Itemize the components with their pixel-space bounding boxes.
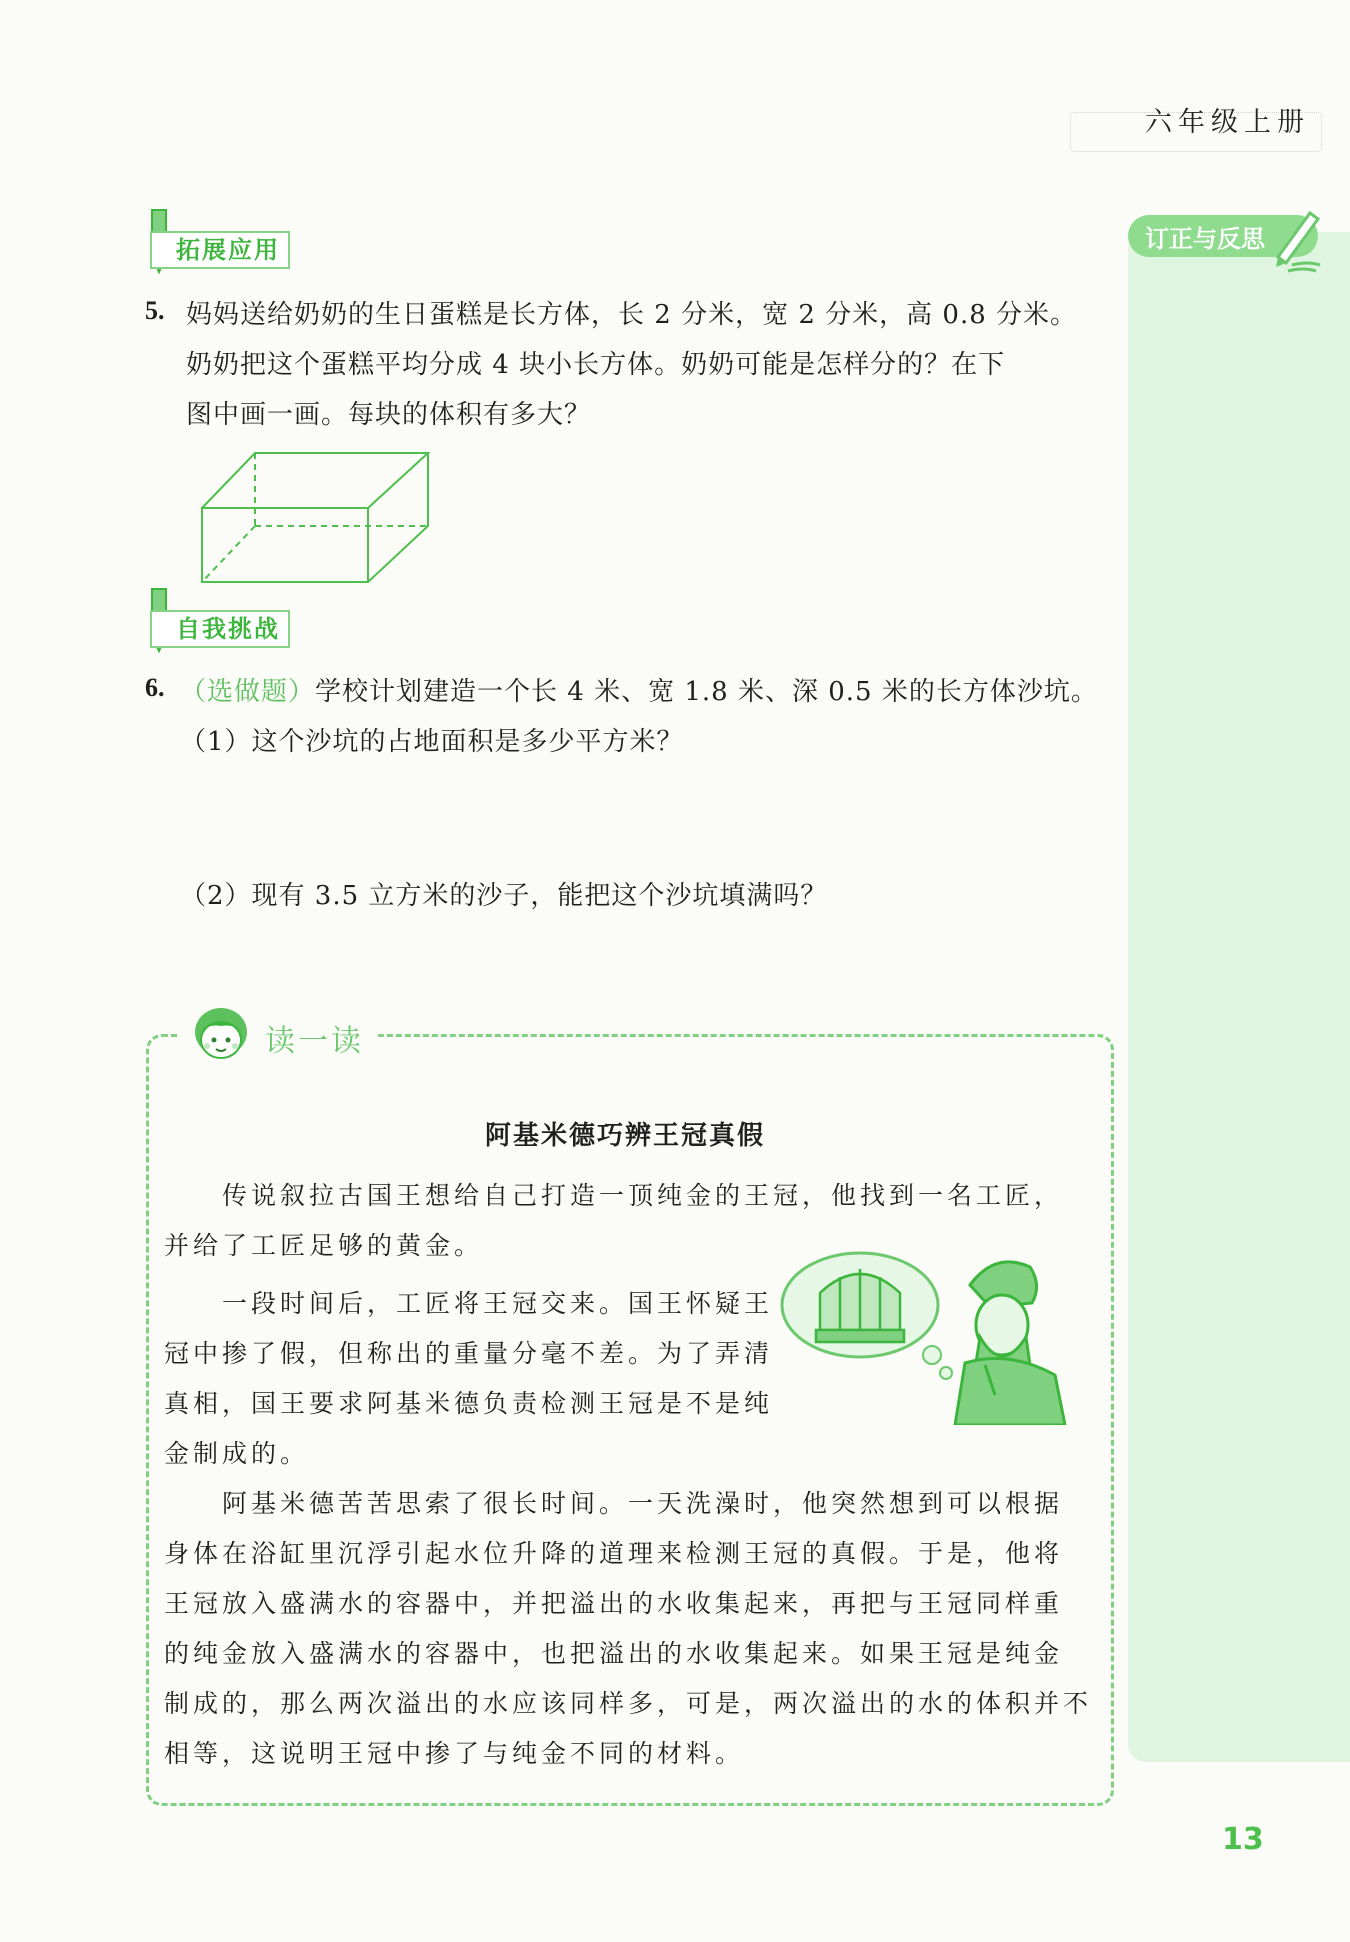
article-line-8: 身体在浴缸里沉浮引起水位升降的道理来检测王冠的真假。于是，他将 (164, 1539, 1064, 1568)
article-title: 阿基米德巧辨王冠真假 (484, 1121, 765, 1151)
section-tag-extend: 拓展应用 (150, 231, 290, 269)
problem-5-line-2: 奶奶把这个蛋糕平均分成 4 块小长方体。奶奶可能是怎样分的？在下 (186, 350, 1006, 380)
article-line-7: 阿基米德苦苦思索了很长时间。一天洗澡时，他突然想到可以根据 (222, 1489, 1064, 1518)
article-line-5: 真相，国王要求阿基米德负责检测王冠是不是纯 (164, 1389, 774, 1418)
article-line-10: 的纯金放入盛满水的容器中，也把溢出的水收集起来。如果王冠是纯金 (164, 1639, 1064, 1668)
article-line-4: 冠中掺了假，但称出的重量分毫不差。为了弄清 (164, 1339, 774, 1368)
article-line-11: 制成的，那么两次溢出的水应该同样多，可是，两次溢出的水的体积并不 (164, 1689, 1093, 1718)
girl-icon (185, 1000, 257, 1072)
problem-5-number: 5. (145, 296, 165, 325)
optional-tag: （选做题） (180, 677, 316, 707)
problem-5-line-3: 图中画一画。每块的体积有多大？ (186, 400, 592, 430)
section-tag-challenge: 自我挑战 (150, 610, 290, 648)
article-line-2: 并给了工匠足够的黄金。 (164, 1231, 484, 1260)
correction-tab-label: 订正与反思 (1145, 225, 1265, 253)
grade-label: 六年级上册 (1145, 107, 1310, 138)
problem-6-question-2: （2）现有 3.5 立方米的沙子，能把这个沙坑填满吗？ (180, 881, 828, 911)
cuboid-figure (200, 450, 435, 585)
problem-5-line-1: 妈妈送给奶奶的生日蛋糕是长方体，长 2 分米，宽 2 分米，高 0.8 分米。 (186, 300, 1078, 330)
article-line-12: 相等，这说明王冠中掺了与纯金不同的材料。 (164, 1739, 745, 1768)
reading-section-title: 读一读 (265, 1024, 364, 1059)
problem-6-number: 6. (145, 673, 165, 702)
correction-column (1128, 232, 1350, 1762)
problem-6-line (180, 671, 1098, 708)
page-number: 13 (1222, 1822, 1264, 1857)
archimedes-illustration (780, 1245, 1080, 1425)
pen-icon (1270, 205, 1330, 275)
article-line-1: 传说叙拉古国王想给自己打造一顶纯金的王冠，他找到一名工匠， (222, 1181, 1064, 1210)
article-line-9: 王冠放入盛满水的容器中，并把溢出的水收集起来，再把与王冠同样重 (164, 1589, 1064, 1618)
article-line-3: 一段时间后，工匠将王冠交来。国王怀疑王 (222, 1289, 774, 1318)
problem-6-question-1: （1）这个沙坑的占地面积是多少平方米？ (180, 727, 684, 757)
article-line-6: 金制成的。 (164, 1439, 310, 1468)
problem-6-stem: 学校计划建造一个长 4 米、宽 1.8 米、深 0.5 米的长方体沙坑。 (315, 677, 1098, 707)
